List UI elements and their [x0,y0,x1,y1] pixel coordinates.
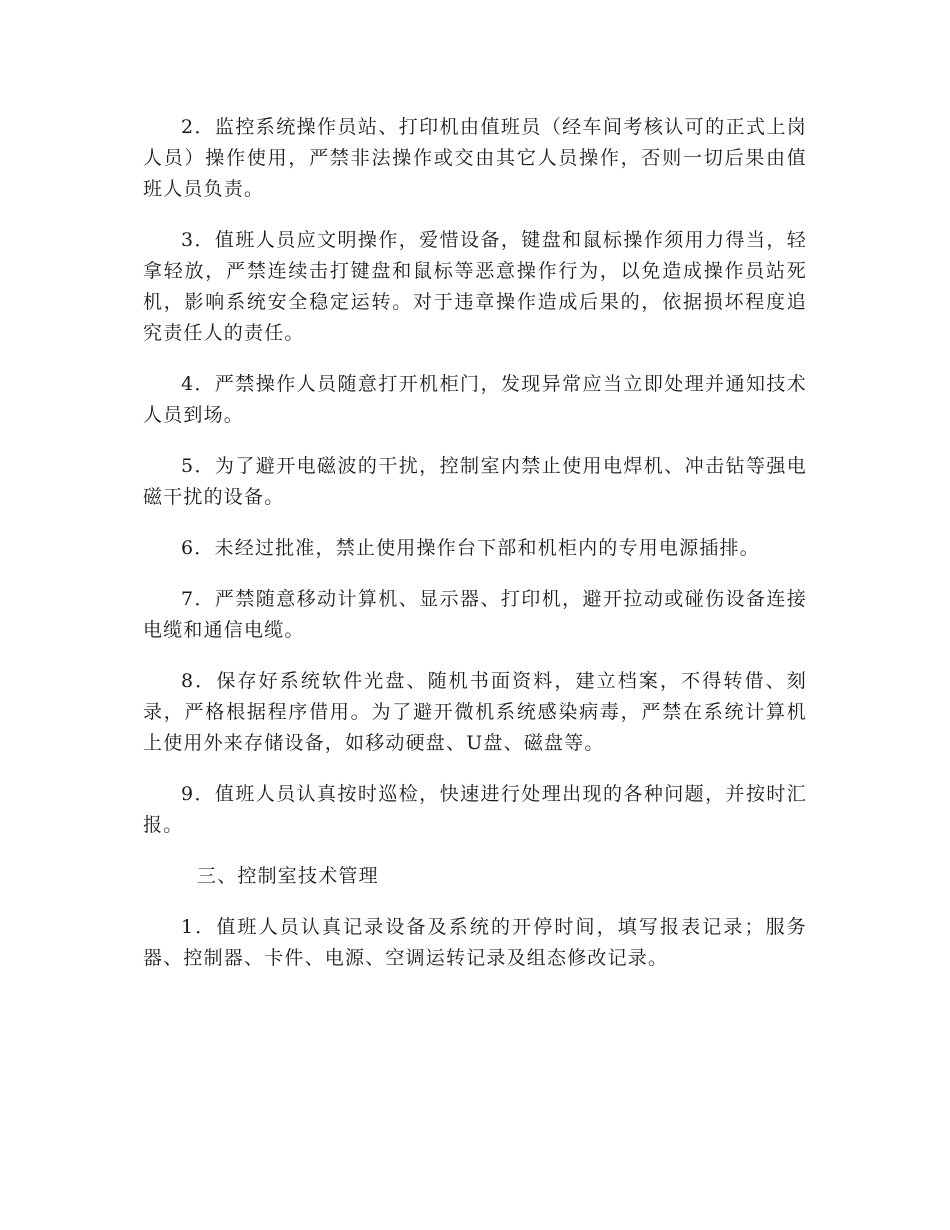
document-body [143,112,807,974]
paragraph-rule-3: 3．值班人员应文明操作，爱惜设备，键盘和鼠标操作须用力得当，轻拿轻放，严禁连续击打键盘和鼠标等恶意操作行为，以免造成操作员站死机，影响系统安全稳定运转。对于违章操作造成后果的，依据损坏程度追究责任人的责任。 [143,229,807,344]
paragraph-rule-6: 6．未经过批准，禁止使用操作台下部和机柜内的专用电源插排。 [181,537,760,559]
paragraph-rule-8: 8．保存好系统软件光盘、随机书面资料，建立档案，不得转借、刻录，严格根据程序借用。为了避开微机系统感染病毒，严禁在系统计算机上使用外来存储设备，如移动硬盘、U盘、磁盘等。 [143,670,807,754]
section-heading: 三、控制室技术管理 [197,865,379,887]
paragraph-section3-rule-1: 1．值班人员认真记录设备及系统的开停时间，填写报表记录；服务器、控制器、卡件、电源、空调运转记录及组态修改记录。 [143,916,807,969]
paragraph-rule-4: 4．严禁操作人员随意打开机柜门，发现异常应当立即处理并通知技术人员到场。 [143,373,807,426]
paragraph-rule-7: 7．严禁随意移动计算机、显示器、打印机，避开拉动或碰伤设备连接电缆和通信电缆。 [143,588,807,641]
paragraph-rule-5: 5．为了避开电磁波的干扰，控制室内禁止使用电焊机、冲击钻等强电磁干扰的设备。 [143,455,807,508]
paragraph-rule-2: 2．监控系统操作员站、打印机由值班员（经车间考核认可的正式上岗人员）操作使用，严禁非法操作或交由其它人员操作，否则一切后果由值班人员负责。 [143,116,807,200]
paragraph-rule-9: 9．值班人员认真按时巡检，快速进行处理出现的各种问题，并按时汇报。 [143,783,807,836]
